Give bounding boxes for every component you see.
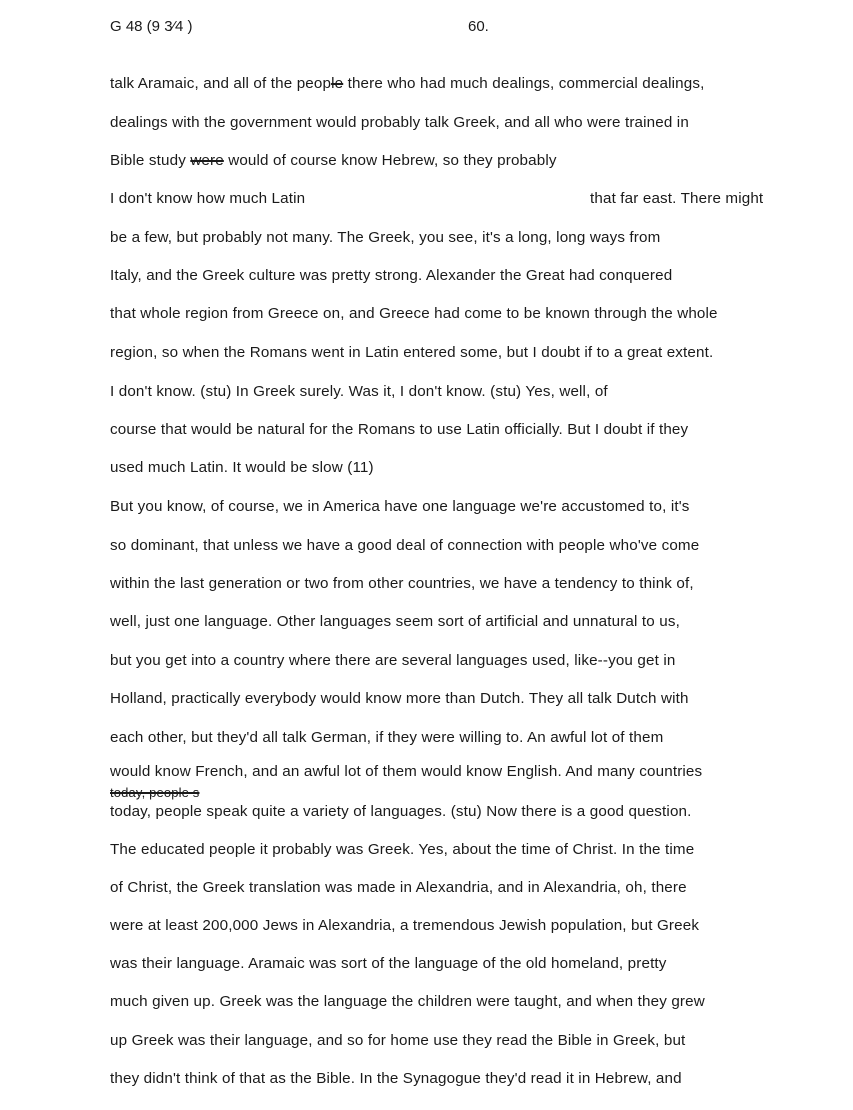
text-line	[110, 841, 694, 858]
text-line	[110, 229, 660, 246]
page-number: 60.	[468, 18, 489, 35]
text-segment: so dominant, that unless we have a good deal of connection with people who've come	[110, 537, 700, 554]
text-line	[110, 785, 199, 800]
text-segment: I don't know how much Latin	[110, 190, 306, 207]
text-segment: of Christ, the Greek translation was made in Alexandria, and in Alexandria, oh, there	[110, 879, 687, 896]
text-segment: would of course know Hebrew, so they probably	[223, 152, 557, 169]
text-line	[110, 993, 705, 1010]
text-segment: talk Aramaic, and all of the peop	[110, 75, 332, 92]
struck-text: were	[190, 152, 224, 169]
struck-text: le	[331, 75, 344, 92]
text-line	[110, 729, 663, 746]
text-line	[110, 879, 687, 896]
text-line	[110, 917, 699, 934]
text-segment: were at least 200,000 Jews in Alexandria, a tremendous Jewish population, but Greek	[110, 917, 700, 934]
text-segment: each other, but they'd all talk German, if they were willing to. An awful lot of them	[110, 729, 664, 746]
text-segment: course that would be natural for the Romans to use Latin officially. But I doubt if they	[110, 421, 689, 438]
text-segment: But you know, of course, we in America have one language we're accustomed to, it's	[110, 498, 690, 515]
text-segment: there who had much dealings, commercial dealings,	[343, 75, 705, 92]
document-code: G 48 (9 3⁄4 )	[110, 18, 193, 35]
text-line	[110, 305, 718, 322]
text-line	[110, 613, 680, 630]
text-line	[110, 652, 675, 669]
text-segment: but you get into a country where there are several languages used, like--you get in	[110, 652, 676, 669]
text-line	[110, 803, 692, 820]
text-segment: within the last generation or two from other countries, we have a tendency to think of,	[110, 575, 694, 592]
text-line	[110, 498, 690, 515]
text-segment: would know French, and an awful lot of them would know English. And many countries	[110, 763, 703, 780]
text-segment: I don't know. (stu) In Greek surely. Was it, I don't know. (stu) Yes, well, of	[110, 383, 608, 400]
text-segment: up Greek was their language, and so for home use they read the Bible in Greek, but	[110, 1032, 686, 1049]
text-segment: much given up. Greek was the language the children were taught, and when they grew	[110, 993, 705, 1010]
text-line	[110, 344, 713, 361]
text-line	[110, 421, 688, 438]
text-segment: today, people speak quite a variety of languages. (stu) Now there is a good question.	[110, 803, 692, 820]
text-line	[110, 114, 689, 131]
text-segment: that whole region from Greece on, and Greece had come to be known through the whole	[110, 305, 718, 322]
text-segment: was their language. Aramaic was sort of the language of the old homeland, pretty	[110, 955, 667, 972]
text-segment: The educated people it probably was Greek. Yes, about the time of Christ. In the time	[110, 841, 695, 858]
text-line	[110, 575, 694, 592]
text-segment: they didn't think of that as the Bible. In the Synagogue they'd read it in Hebrew, and	[110, 1070, 682, 1087]
text-line	[110, 383, 608, 400]
text-segment: Bible study	[110, 152, 191, 169]
text-line	[110, 1070, 682, 1087]
struck-text: today, people s	[110, 785, 200, 800]
text-line	[110, 190, 764, 207]
text-segment: that far east. There might	[590, 190, 764, 207]
text-segment: dealings with the government would probably talk Greek, and all who were trained in	[110, 114, 689, 131]
text-line	[110, 1032, 685, 1049]
text-segment: well, just one language. Other languages seem sort of artificial and unnatural to us,	[110, 613, 680, 630]
text-segment: used much Latin. It would be slow (11)	[110, 459, 374, 476]
text-line	[110, 690, 689, 707]
text-segment: be a few, but probably not many. The Greek, you see, it's a long, long ways from	[110, 229, 661, 246]
text-segment: Holland, practically everybody would know more than Dutch. They all talk Dutch with	[110, 690, 689, 707]
text-line	[110, 459, 374, 476]
text-segment: Italy, and the Greek culture was pretty strong. Alexander the Great had conquered	[110, 267, 673, 284]
text-line	[110, 75, 704, 92]
text-line	[110, 955, 667, 972]
text-segment: region, so when the Romans went in Latin entered some, but I doubt if to a great extent.	[110, 344, 714, 361]
text-line	[110, 152, 557, 169]
text-line	[110, 267, 672, 284]
text-line	[110, 763, 702, 780]
text-line	[110, 537, 699, 554]
